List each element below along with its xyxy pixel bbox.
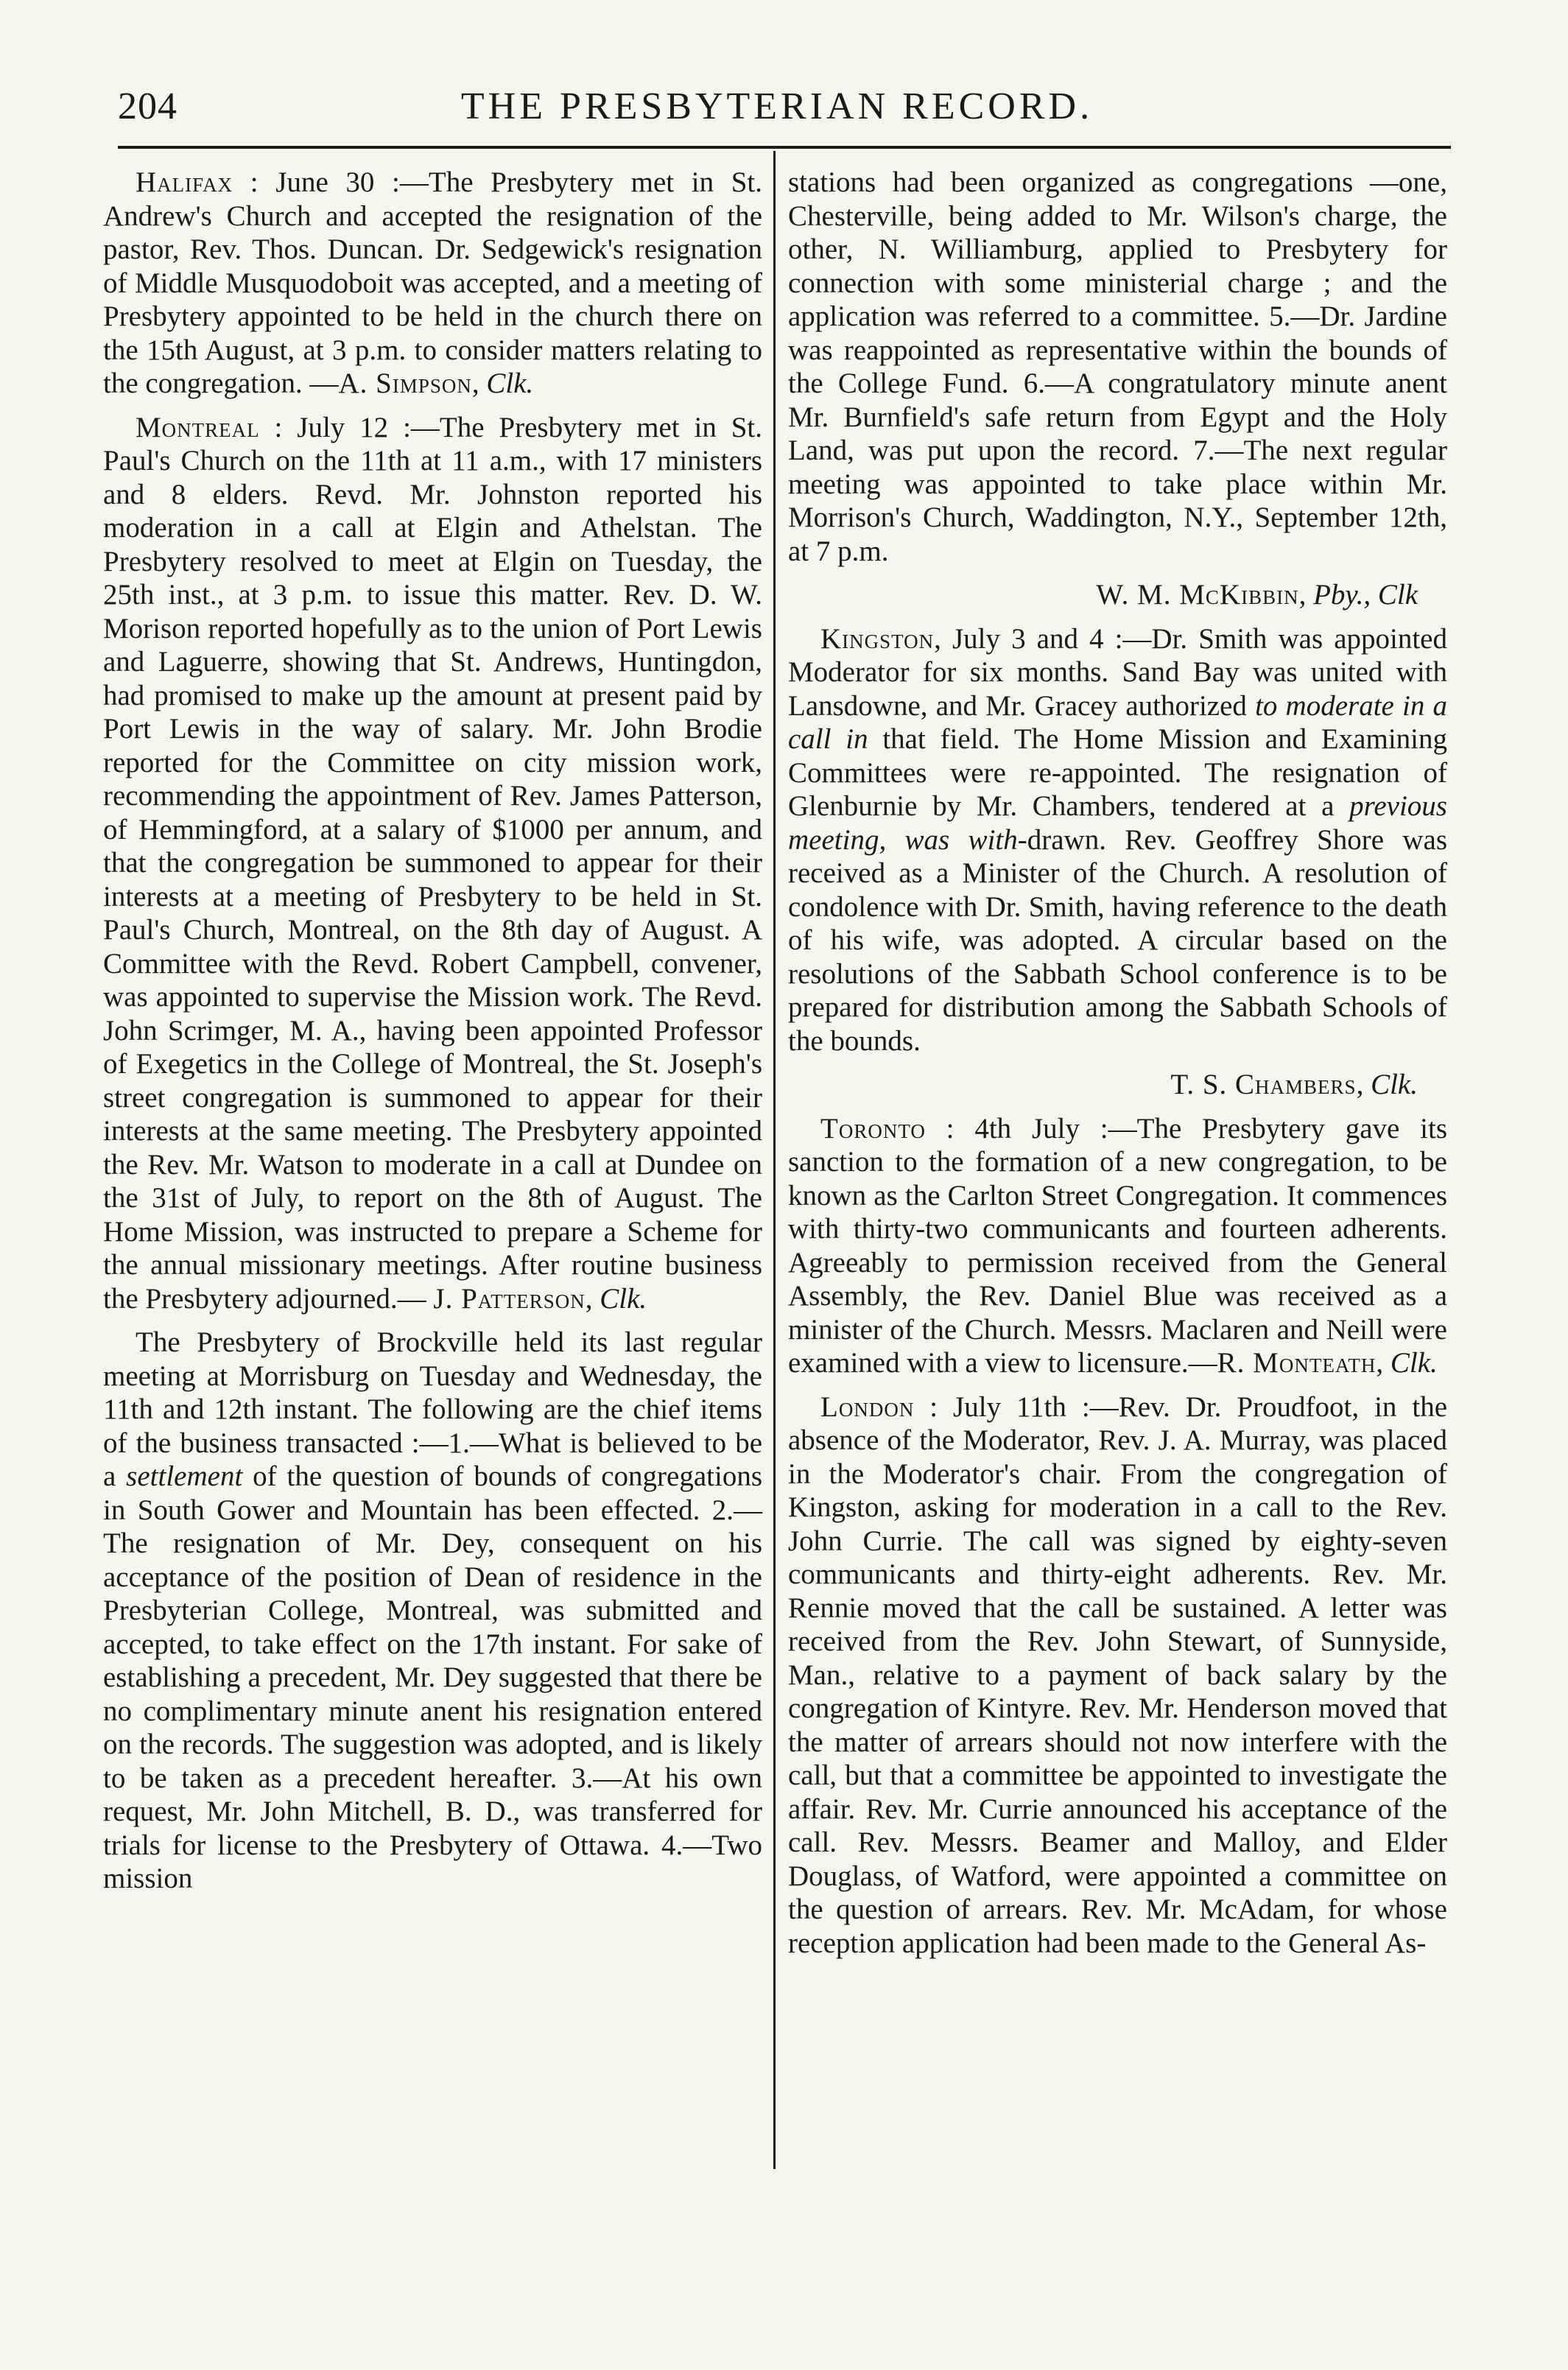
montreal-clk: Clk.	[600, 1282, 647, 1315]
london-lead: London	[820, 1390, 915, 1423]
right-column	[788, 166, 1447, 1970]
toronto-signature: R. Monteath	[1217, 1347, 1377, 1379]
brockville-sig-name: W. M. McKibbin	[1096, 579, 1299, 611]
kingston-sig-role: Clk.	[1371, 1069, 1418, 1100]
montreal-sig-suffix: ,	[585, 1282, 600, 1315]
brockville-sig-sep: ,	[1298, 579, 1314, 611]
montreal-text: : July 12 :—The Presbytery met in St. Paul's Church on the 11th at 11 a.m., with 17 ministers and 8 elders. Revd. Mr. Johnston reported his moderation in a call at Elgin and Athelstan. The Presbytery resolved to meet at Elgin on Tuesday, the 25th inst., at 3 p.m. to issue this matter. Rev. D. W. Morison reported hopefully as to the union of Port Lewis and Laguerre, showing that St. Andrews, Huntingdon, had promised to make up the amount at present paid by Port Lewis in the way of salary. Mr. John Brodie reported for the Committee on city mission work, recommending the appointment of Rev. James Patterson, of Hemmingford, at a salary of $1000 per annum, and that the congregation be summoned to appear for their interests at a meeting of Presbytery to be held in St. Paul's Church, Montreal, on the 8th day of August. A Committee with the Revd. Robert Campbell, convener, was appointed to supervise the Mission work. The Revd. John Scrimger, M. A., having been appointed Professor of Exegetics in the College of Montreal, the St. Joseph's street congregation is summoned to appear for their interests at the same meeting. The Presbytery appointed the Rev. Mr. Watson to moderate in a call at Dundee on the 31st of July, to report on the 8th of August. The Home Mission, was instructed to prepare a Scheme for the annual missionary meetings. After routine business the Presbytery adjourned.—	[103, 411, 762, 1315]
header-rule	[118, 146, 1451, 149]
london-text: : July 11th :—Rev. Dr. Proudfoot, in the absence of the Moderator, Rev. J. A. Murray, was placed in the Moderator's chair. From the congregation of Kingston, asking for moderation in a call to the Rev. John Currie. The call was signed by eighty-seven communicants and thirty-eight adherents. Rev. Mr. Rennie moved that the call be sustained. A letter was received from the Rev. John Stewart, of Sunnyside, Man., relative to a payment of back salary by the congregation of Kintyre. Rev. Mr. Henderson moved that the matter of arrears should not now interfere with the call, but that a committee be appointed to investigate the affair. Rev. Mr. Currie announced his acceptance of the call. Rev. Messrs. Beamer and Malloy, and Elder Douglass, of Watford, were appointed a committee on the question of arrears. Rev. Mr. McAdam, for whose reception application had been made to the General As-	[788, 1390, 1447, 1959]
halifax-lead: Halifax	[136, 166, 233, 198]
halifax-sig-suffix: ,	[471, 368, 487, 399]
kingston-sig-sep: ,	[1356, 1069, 1371, 1100]
halifax-signature: A. Simpson	[338, 368, 472, 399]
brockville-signature	[788, 578, 1447, 612]
left-column	[103, 166, 762, 1906]
running-title: THE PRESBYTERIAN RECORD.	[460, 85, 1094, 127]
brockville-text-a: The Presbytery of Brockville held its last regular meeting at Morrisburg on Tuesday and Wednesday, the 11th and 12th instant. The following are the chief items of the business transacted :—1.—What is believed to be a	[103, 1326, 762, 1492]
halifax-clk: Clk.	[486, 368, 534, 399]
kingston-em2: previous meeting, was with-	[788, 790, 1447, 856]
toronto-clk: Clk.	[1390, 1347, 1438, 1379]
halifax-report	[103, 166, 762, 401]
london-report	[788, 1390, 1447, 1961]
page-header	[96, 77, 1458, 144]
kingston-signature	[788, 1068, 1447, 1102]
kingston-text-c: drawn. Rev. Geoffrey Shore was received as a Minister of the Church. A resolution of condolence with Dr. Smith, having reference to the death of his wife, was adopted. A circular based on the resolutions of the Sabbath School conference is to be prepared for distribution among the Sabbath Schools of the bounds.	[788, 823, 1447, 1057]
brockville-continued: stations had been organized as congregations —one, Chesterville, being added to Mr. Wilson's charge, the other, N. Williamburg, applied to Presbytery for connection with some ministerial charge ; and the application was referred to a committee. 5.—Dr. Jardine was reappointed as representative within the bounds of the College Fund. 6.—A congratulatory minute anent Mr. Burnfield's safe return from Egypt and the Holy Land, was put upon the record. 7.—The next regular meeting was appointed to take place within Mr. Morrison's Church, Waddington, N.Y., September 12th, at 7 p.m.	[788, 166, 1447, 567]
montreal-signature: J. Patterson	[433, 1282, 586, 1315]
brockville-text-b: of the question of bounds of congregations in South Gower and Mountain has been effected. 2.—The resignation of Mr. Dey, consequent on his acceptance of the position of Dean of residence in the Presbyterian College, Montreal, was submitted and accepted, to take effect on the 17th instant. For sake of establishing a precedent, Mr. Dey suggested that there be no complimentary minute anent his resignation entered on the records. The suggestion was adopted, and is likely to be taken as a precedent hereafter. 3.—At his own request, Mr. John Mitchell, B. D., was transferred for trials for license to the Presbytery of Ottawa. 4.—Two mission	[103, 1460, 762, 1894]
kingston-report	[788, 622, 1447, 1058]
kingston-text-a: , July 3 and 4 :—Dr. Smith was appointed Moderator for six months. Sand Bay was united with Lansdowne, and Mr. Gracey authorized	[788, 622, 1447, 722]
brockville-sig-role: Pby., Clk	[1313, 579, 1418, 611]
toronto-report	[788, 1112, 1447, 1380]
toronto-lead: Toronto	[820, 1112, 926, 1144]
toronto-text: : 4th July :—The Presbytery gave its sanction to the formation of a new congregation, to be known as the Carlton Street Congregation. It commences with thirty-two communicants and fourteen adherents. Agreeably to permission received from the General Assembly, the Rev. Daniel Blue was received as a minister of the Church. Messrs. Maclaren and Neill were examined with a view to licensure.—	[788, 1112, 1447, 1379]
halifax-text: : June 30 :—The Presbytery met in St. Andrew's Church and accepted the resignation of the pastor, Rev. Thos. Duncan. Dr. Sedgewick's resignation of Middle Musquodoboit was accepted, and a meeting of Presbytery appointed to be held in the church there on the 15th August, at 3 p.m. to consider matters relating to the congregation. —	[103, 166, 762, 399]
montreal-lead: Montreal	[136, 411, 260, 443]
kingston-sig-name: T. S. Chambers	[1170, 1069, 1357, 1100]
page-number: 204	[118, 85, 177, 127]
montreal-report	[103, 411, 762, 1316]
kingston-lead: Kingston	[820, 622, 935, 655]
column-divider	[773, 151, 776, 2169]
kingston-text-b: that field. The Home Mission and Examining Committees were re-appointed. The resignation of Glenburnie by Mr. Chambers, tendered at a	[788, 723, 1447, 822]
toronto-sig-suffix: ,	[1376, 1347, 1391, 1379]
brockville-report	[103, 1326, 762, 1896]
kingston-em: to moderate in a call in	[788, 689, 1447, 755]
brockville-em: settlement	[126, 1460, 243, 1492]
